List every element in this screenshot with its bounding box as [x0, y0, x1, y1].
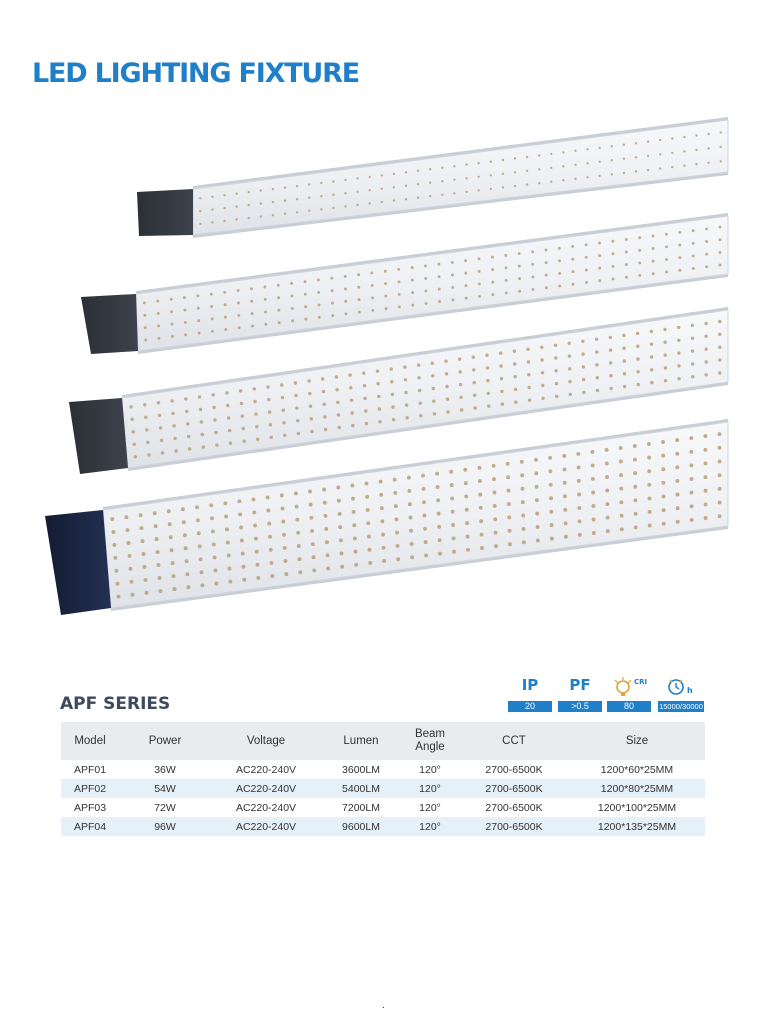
cell-cct: 2700-6500K [485, 763, 543, 776]
cell-voltage: AC220-240V [211, 779, 321, 798]
cri-text: CRI [634, 678, 648, 686]
spec-badges [508, 676, 704, 716]
ip-value: 20 [508, 701, 552, 712]
cell-model: APF01 [73, 763, 107, 776]
cell-beam-angle: 120° [419, 801, 441, 814]
cell-model: APF04 [61, 817, 119, 836]
ip-badge [508, 676, 552, 713]
cell-cct: 2700-6500K [459, 779, 569, 798]
cri-badge [607, 676, 651, 713]
cell-power: 54W [119, 779, 211, 798]
pf-value: >0.5 [558, 701, 602, 712]
cell-cct: 2700-6500K [459, 817, 569, 836]
header-power: Power [119, 722, 211, 760]
cell-model: APF02 [61, 779, 119, 798]
spec-table-header [61, 722, 705, 760]
page-title: LED LIGHTING FIXTURE [32, 58, 359, 89]
cell-beam-angle: 120° [419, 763, 441, 776]
cell-power: 36W [154, 763, 176, 776]
header-voltage: Voltage [211, 722, 321, 760]
cell-lumen: 7200LM [342, 801, 380, 814]
cell-model: APF03 [73, 801, 107, 814]
cell-voltage: AC220-240V [235, 801, 297, 814]
bulb-cri-icon [607, 676, 651, 698]
product-image [0, 110, 768, 630]
clock-hours-icon [658, 676, 704, 698]
header-lumen: Lumen [321, 722, 401, 760]
cell-voltage: AC220-240V [235, 763, 297, 776]
cell-size: 1200*60*25MM [600, 763, 674, 776]
led-fixture [137, 117, 728, 238]
hours-text: h [687, 686, 693, 695]
cell-power: 72W [154, 801, 176, 814]
footer-mark: . [382, 1000, 385, 1011]
series-title: APF SERIES [60, 694, 171, 714]
table-row [61, 817, 705, 836]
cell-lumen: 5400LM [321, 779, 401, 798]
table-row [61, 779, 705, 798]
header-cct: CCT [459, 722, 569, 760]
pf-badge [558, 676, 602, 713]
cell-cct: 2700-6500K [485, 801, 543, 814]
cell-size: 1200*100*25MM [597, 801, 677, 814]
cell-size: 1200*80*25MM [569, 779, 705, 798]
pf-label: PF [569, 676, 591, 694]
cell-beam-angle: 120° [401, 817, 459, 836]
cell-lumen: 3600LM [342, 763, 380, 776]
table-row [61, 798, 705, 817]
header-size: Size [569, 722, 705, 760]
header-beam-angle: Beam Angle [401, 722, 459, 760]
life-badge [658, 676, 704, 713]
cell-lumen: 9600LM [321, 817, 401, 836]
cell-voltage: AC220-240V [211, 817, 321, 836]
spec-table [61, 722, 705, 836]
life-value: 15000/30000 [659, 702, 703, 711]
ip-label: IP [521, 676, 539, 694]
cell-power: 96W [119, 817, 211, 836]
cri-value: 80 [607, 701, 651, 712]
table-row [61, 760, 705, 779]
cell-beam-angle: 120° [401, 779, 459, 798]
header-model: Model [61, 722, 119, 760]
cell-size: 1200*135*25MM [569, 817, 705, 836]
